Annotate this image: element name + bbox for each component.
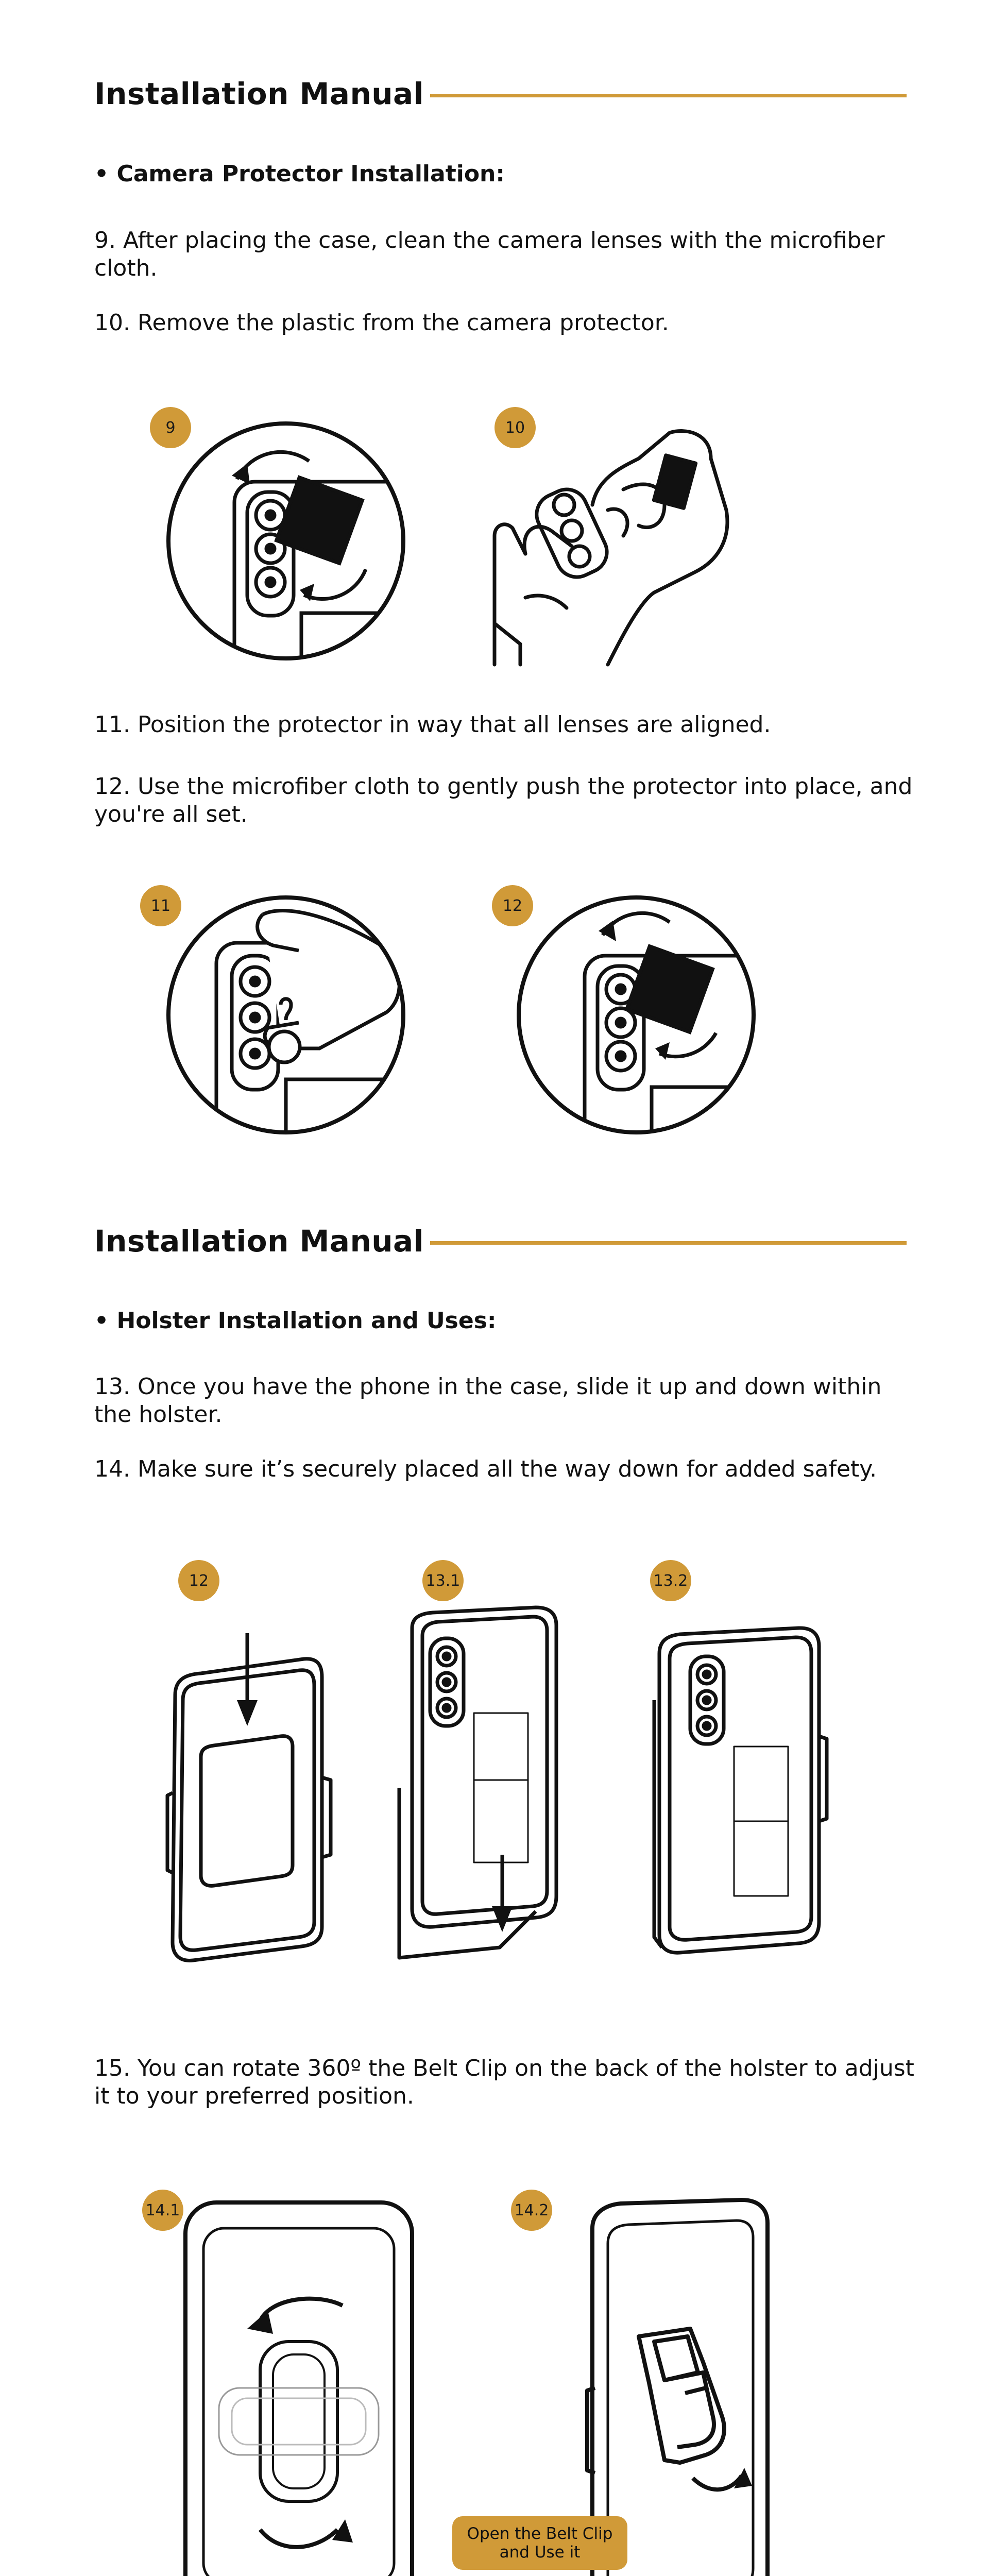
step-13-text: 13. Once you have the phone in the case, slide it up and down within the holster.	[94, 1374, 882, 1428]
holster-heading: • Holster Installation and Uses:	[94, 1308, 497, 1334]
cloth-wipe-illustration	[165, 420, 407, 662]
title-rule	[430, 94, 907, 97]
step-badge-12: 12	[492, 885, 533, 926]
step-badge-13-1: 13.1	[422, 1560, 464, 1601]
title-rule	[430, 1241, 907, 1245]
phone-slide-illustration	[397, 1607, 567, 1968]
camera-protector-heading: • Camera Protector Installation:	[94, 161, 505, 187]
step-badge-12-holster: 12	[178, 1560, 219, 1601]
step-11-text: 11. Position the protector in way that all lenses are aligned.	[94, 711, 771, 738]
step-15-text: 15. You can rotate 360º the Belt Clip on the back of the holster to adjust it to your preferred position.	[94, 2055, 914, 2109]
align-protector-illustration	[165, 894, 407, 1136]
step-badge-9: 9	[150, 407, 191, 448]
section-title-holster: Installation Manual	[94, 1224, 424, 1259]
step-badge-14-2: 14.2	[511, 2190, 552, 2231]
press-protector-illustration	[515, 894, 757, 1136]
step-badge-14-1: 14.1	[142, 2190, 183, 2231]
holster-insert-illustration	[165, 1638, 335, 1968]
step-10-text: 10. Remove the plastic from the camera protector.	[94, 310, 669, 336]
belt-clip-rotate-illustration	[183, 2200, 415, 2576]
remove-plastic-illustration	[489, 428, 762, 665]
phone-seated-illustration	[649, 1623, 829, 1963]
step-12-text: 12. Use the microfiber cloth to gently push the protector into place, and you're all set.	[94, 773, 913, 827]
step-badge-11: 11	[140, 885, 181, 926]
open-belt-clip-label: Open the Belt Clip and Use it	[452, 2516, 627, 2570]
step-badge-10: 10	[494, 407, 536, 448]
step-badge-13-2: 13.2	[650, 1560, 691, 1601]
section-title-camera: Installation Manual	[94, 76, 424, 111]
step-9-text: 9. After placing the case, clean the camera lenses with the microfiber cloth.	[94, 227, 885, 281]
step-14-text: 14. Make sure it’s securely placed all the way down for added safety.	[94, 1456, 877, 1482]
